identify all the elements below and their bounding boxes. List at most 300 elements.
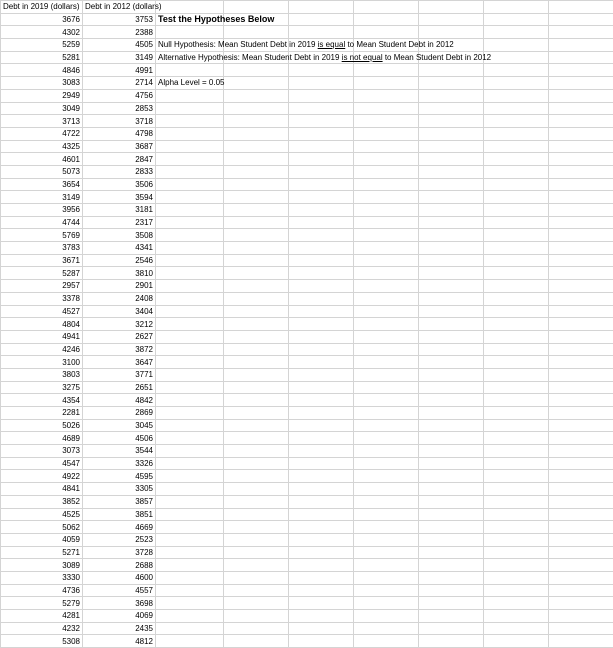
cell-debt-2012[interactable]: 3687 (83, 140, 156, 153)
empty-cell[interactable] (484, 432, 549, 445)
empty-cell[interactable] (354, 533, 419, 546)
empty-cell[interactable] (549, 26, 613, 39)
cell-debt-2012[interactable]: 2523 (83, 533, 156, 546)
cell-debt-2019[interactable]: 4941 (1, 330, 83, 343)
empty-cell[interactable] (484, 102, 549, 115)
cell-debt-2012[interactable]: 3753 (83, 13, 156, 26)
cell-debt-2012[interactable]: 2853 (83, 102, 156, 115)
cell-debt-2019[interactable]: 3083 (1, 77, 83, 90)
empty-cell[interactable] (549, 39, 613, 52)
empty-cell[interactable] (484, 115, 549, 128)
empty-cell[interactable] (289, 153, 354, 166)
empty-cell[interactable] (354, 153, 419, 166)
empty-cell[interactable] (156, 622, 224, 635)
empty-cell[interactable] (156, 432, 224, 445)
empty-cell[interactable] (289, 191, 354, 204)
cell-alternative-hypothesis-text[interactable] (156, 51, 224, 64)
empty-cell[interactable] (419, 242, 484, 255)
empty-cell[interactable] (354, 356, 419, 369)
empty-cell[interactable] (156, 267, 224, 280)
empty-cell[interactable] (289, 267, 354, 280)
empty-cell[interactable] (156, 191, 224, 204)
empty-cell[interactable] (354, 610, 419, 623)
empty-cell[interactable] (419, 445, 484, 458)
empty-cell[interactable] (549, 559, 613, 572)
empty-cell[interactable] (484, 571, 549, 584)
empty-cell[interactable] (549, 546, 613, 559)
empty-cell[interactable] (224, 216, 289, 229)
empty-cell[interactable] (354, 419, 419, 432)
cell-debt-2019[interactable]: 3275 (1, 381, 83, 394)
empty-cell[interactable] (224, 280, 289, 293)
empty-cell[interactable] (354, 521, 419, 534)
empty-cell[interactable] (419, 343, 484, 356)
cell-debt-2012[interactable]: 2317 (83, 216, 156, 229)
empty-cell[interactable] (484, 77, 549, 90)
empty-cell[interactable] (224, 318, 289, 331)
cell-debt-2012[interactable]: 3326 (83, 457, 156, 470)
cell-debt-2012[interactable]: 2901 (83, 280, 156, 293)
empty-cell[interactable] (224, 521, 289, 534)
cell-debt-2012[interactable]: 2847 (83, 153, 156, 166)
empty-cell[interactable] (484, 457, 549, 470)
empty-cell[interactable] (289, 77, 354, 90)
empty-cell[interactable] (549, 597, 613, 610)
empty-cell[interactable] (549, 229, 613, 242)
empty-cell[interactable] (549, 267, 613, 280)
empty-cell[interactable] (224, 178, 289, 191)
empty-cell[interactable] (484, 242, 549, 255)
empty-cell[interactable] (289, 64, 354, 77)
empty-cell[interactable] (289, 127, 354, 140)
cell-debt-2012[interactable]: 2435 (83, 622, 156, 635)
cell-debt-2019[interactable]: 5308 (1, 635, 83, 648)
empty-cell[interactable] (354, 216, 419, 229)
empty-cell[interactable] (549, 13, 613, 26)
empty-cell[interactable] (289, 432, 354, 445)
empty-cell[interactable] (156, 216, 224, 229)
empty-cell[interactable] (224, 356, 289, 369)
cell-debt-2019[interactable]: 3671 (1, 254, 83, 267)
cell-debt-2012[interactable]: 3508 (83, 229, 156, 242)
empty-cell[interactable] (156, 571, 224, 584)
empty-cell[interactable] (224, 445, 289, 458)
cell-debt-2019[interactable]: 4232 (1, 622, 83, 635)
empty-cell[interactable] (354, 343, 419, 356)
empty-cell[interactable] (484, 508, 549, 521)
empty-cell[interactable] (484, 13, 549, 26)
empty-cell[interactable] (549, 584, 613, 597)
empty-cell[interactable] (156, 368, 224, 381)
empty-cell[interactable] (289, 343, 354, 356)
empty-cell[interactable] (484, 51, 549, 64)
empty-cell[interactable] (419, 280, 484, 293)
empty-cell[interactable] (156, 394, 224, 407)
empty-cell[interactable] (156, 292, 224, 305)
empty-cell[interactable] (156, 115, 224, 128)
empty-cell[interactable] (224, 242, 289, 255)
empty-cell[interactable] (224, 153, 289, 166)
cell-debt-2012[interactable]: 3506 (83, 178, 156, 191)
empty-cell[interactable] (484, 330, 549, 343)
empty-cell[interactable] (549, 368, 613, 381)
empty-cell[interactable] (419, 191, 484, 204)
cell-debt-2012[interactable]: 3872 (83, 343, 156, 356)
cell-debt-2012[interactable]: 3544 (83, 445, 156, 458)
cell-debt-2012[interactable]: 2408 (83, 292, 156, 305)
empty-cell[interactable] (224, 305, 289, 318)
empty-cell[interactable] (224, 571, 289, 584)
cell-debt-2019[interactable]: 4059 (1, 533, 83, 546)
empty-cell[interactable] (419, 533, 484, 546)
empty-cell[interactable] (289, 571, 354, 584)
cell-debt-2019[interactable]: 5287 (1, 267, 83, 280)
cell-debt-2012[interactable]: 3305 (83, 483, 156, 496)
empty-cell[interactable] (484, 318, 549, 331)
cell-debt-2012[interactable]: 2833 (83, 165, 156, 178)
empty-cell[interactable] (354, 571, 419, 584)
empty-cell[interactable] (224, 140, 289, 153)
empty-cell[interactable] (156, 419, 224, 432)
cell-debt-2019[interactable]: 5259 (1, 39, 83, 52)
empty-cell[interactable] (354, 26, 419, 39)
empty-cell[interactable] (156, 127, 224, 140)
empty-cell[interactable] (354, 470, 419, 483)
empty-cell[interactable] (156, 165, 224, 178)
cell-debt-2012[interactable]: 3045 (83, 419, 156, 432)
empty-cell[interactable] (419, 305, 484, 318)
empty-cell[interactable] (484, 343, 549, 356)
empty-cell[interactable] (354, 305, 419, 318)
empty-cell[interactable] (484, 280, 549, 293)
cell-debt-2012[interactable]: 3810 (83, 267, 156, 280)
empty-cell[interactable] (289, 229, 354, 242)
empty-cell[interactable] (549, 483, 613, 496)
empty-cell[interactable] (224, 470, 289, 483)
empty-cell[interactable] (289, 419, 354, 432)
empty-cell[interactable] (224, 254, 289, 267)
empty-cell[interactable] (354, 495, 419, 508)
empty-cell[interactable] (419, 178, 484, 191)
cell-debt-2012[interactable]: 2546 (83, 254, 156, 267)
empty-cell[interactable] (419, 127, 484, 140)
cell-debt-2012[interactable]: 3149 (83, 51, 156, 64)
empty-cell[interactable] (156, 495, 224, 508)
empty-cell[interactable] (549, 242, 613, 255)
cell-debt-2019[interactable]: 4525 (1, 508, 83, 521)
empty-cell[interactable] (549, 445, 613, 458)
cell-debt-2019[interactable]: 5279 (1, 597, 83, 610)
empty-cell[interactable] (156, 102, 224, 115)
empty-cell[interactable] (289, 165, 354, 178)
cell-debt-2019[interactable]: 4281 (1, 610, 83, 623)
empty-cell[interactable] (419, 546, 484, 559)
empty-cell[interactable] (419, 140, 484, 153)
cell-debt-2019[interactable]: 4744 (1, 216, 83, 229)
empty-cell[interactable] (549, 508, 613, 521)
empty-cell[interactable] (289, 533, 354, 546)
empty-cell[interactable] (419, 292, 484, 305)
cell-debt-2019[interactable]: 3330 (1, 571, 83, 584)
empty-cell[interactable] (156, 178, 224, 191)
cell-debt-2019[interactable]: 3378 (1, 292, 83, 305)
empty-cell[interactable] (549, 635, 613, 648)
cell-debt-2019[interactable]: 5073 (1, 165, 83, 178)
empty-cell[interactable] (419, 204, 484, 217)
empty-cell[interactable] (549, 292, 613, 305)
empty-cell[interactable] (419, 622, 484, 635)
empty-cell[interactable] (354, 165, 419, 178)
empty-cell[interactable] (224, 483, 289, 496)
cell-debt-2012[interactable]: 4341 (83, 242, 156, 255)
cell-debt-2012[interactable]: 3771 (83, 368, 156, 381)
empty-cell[interactable] (289, 102, 354, 115)
empty-cell[interactable] (549, 1, 613, 14)
cell-debt-2019[interactable]: 4846 (1, 64, 83, 77)
empty-cell[interactable] (354, 330, 419, 343)
empty-cell[interactable] (484, 267, 549, 280)
empty-cell[interactable] (484, 407, 549, 420)
empty-cell[interactable] (484, 470, 549, 483)
empty-cell[interactable] (354, 407, 419, 420)
empty-cell[interactable] (156, 64, 224, 77)
empty-cell[interactable] (156, 26, 224, 39)
empty-cell[interactable] (419, 597, 484, 610)
empty-cell[interactable] (549, 51, 613, 64)
cell-debt-2012[interactable]: 3851 (83, 508, 156, 521)
empty-cell[interactable] (289, 204, 354, 217)
empty-cell[interactable] (354, 89, 419, 102)
empty-cell[interactable] (224, 381, 289, 394)
cell-debt-2019[interactable]: 2281 (1, 407, 83, 420)
cell-debt-2012[interactable]: 4595 (83, 470, 156, 483)
empty-cell[interactable] (354, 381, 419, 394)
empty-cell[interactable] (484, 229, 549, 242)
empty-cell[interactable] (224, 419, 289, 432)
empty-cell[interactable] (156, 584, 224, 597)
empty-cell[interactable] (156, 280, 224, 293)
empty-cell[interactable] (354, 127, 419, 140)
empty-cell[interactable] (224, 115, 289, 128)
cell-debt-2019[interactable]: 4354 (1, 394, 83, 407)
cell-debt-2019[interactable]: 4302 (1, 26, 83, 39)
cell-debt-2019[interactable]: 4689 (1, 432, 83, 445)
empty-cell[interactable] (289, 13, 354, 26)
empty-cell[interactable] (224, 407, 289, 420)
cell-debt-2019[interactable]: 3100 (1, 356, 83, 369)
empty-cell[interactable] (484, 127, 549, 140)
cell-debt-2012[interactable]: 3647 (83, 356, 156, 369)
cell-debt-2019[interactable]: 3073 (1, 445, 83, 458)
empty-cell[interactable] (549, 204, 613, 217)
empty-cell[interactable] (289, 140, 354, 153)
empty-cell[interactable] (419, 407, 484, 420)
empty-cell[interactable] (549, 356, 613, 369)
empty-cell[interactable] (224, 432, 289, 445)
empty-cell[interactable] (549, 165, 613, 178)
empty-cell[interactable] (484, 597, 549, 610)
empty-cell[interactable] (354, 13, 419, 26)
cell-debt-2019[interactable]: 3783 (1, 242, 83, 255)
empty-cell[interactable] (156, 559, 224, 572)
empty-cell[interactable] (224, 559, 289, 572)
cell-debt-2019[interactable]: 3654 (1, 178, 83, 191)
empty-cell[interactable] (484, 178, 549, 191)
cell-debt-2012[interactable]: 3181 (83, 204, 156, 217)
empty-cell[interactable] (224, 267, 289, 280)
empty-cell[interactable] (289, 622, 354, 635)
empty-cell[interactable] (156, 533, 224, 546)
cell-debt-2012[interactable]: 3857 (83, 495, 156, 508)
empty-cell[interactable] (549, 77, 613, 90)
empty-cell[interactable] (484, 153, 549, 166)
empty-cell[interactable] (419, 229, 484, 242)
empty-cell[interactable] (224, 102, 289, 115)
empty-cell[interactable] (354, 597, 419, 610)
empty-cell[interactable] (419, 470, 484, 483)
empty-cell[interactable] (419, 26, 484, 39)
cell-debt-2012[interactable]: 2869 (83, 407, 156, 420)
empty-cell[interactable] (156, 546, 224, 559)
empty-cell[interactable] (419, 318, 484, 331)
empty-cell[interactable] (484, 140, 549, 153)
empty-cell[interactable] (484, 495, 549, 508)
empty-cell[interactable] (354, 318, 419, 331)
empty-cell[interactable] (289, 330, 354, 343)
empty-cell[interactable] (484, 533, 549, 546)
empty-cell[interactable] (156, 254, 224, 267)
empty-cell[interactable] (549, 64, 613, 77)
cell-debt-2012[interactable]: 4798 (83, 127, 156, 140)
empty-cell[interactable] (419, 635, 484, 648)
cell-debt-2019[interactable]: 3803 (1, 368, 83, 381)
empty-cell[interactable] (156, 521, 224, 534)
empty-cell[interactable] (419, 419, 484, 432)
empty-cell[interactable] (289, 318, 354, 331)
cell-debt-2012[interactable]: 4505 (83, 39, 156, 52)
empty-cell[interactable] (484, 610, 549, 623)
cell-debt-2019[interactable]: 3713 (1, 115, 83, 128)
empty-cell[interactable] (354, 584, 419, 597)
empty-cell[interactable] (419, 368, 484, 381)
empty-cell[interactable] (419, 64, 484, 77)
empty-cell[interactable] (289, 394, 354, 407)
empty-cell[interactable] (289, 280, 354, 293)
empty-cell[interactable] (484, 635, 549, 648)
empty-cell[interactable] (354, 77, 419, 90)
cell-debt-2019[interactable]: 4841 (1, 483, 83, 496)
empty-cell[interactable] (419, 330, 484, 343)
empty-cell[interactable] (354, 191, 419, 204)
header-debt-2012[interactable]: Debt in 2012 (dollars) (83, 1, 156, 14)
empty-cell[interactable] (224, 533, 289, 546)
empty-cell[interactable] (549, 305, 613, 318)
empty-cell[interactable] (224, 635, 289, 648)
empty-cell[interactable] (484, 292, 549, 305)
empty-cell[interactable] (354, 267, 419, 280)
empty-cell[interactable] (289, 597, 354, 610)
empty-cell[interactable] (289, 26, 354, 39)
empty-cell[interactable] (484, 89, 549, 102)
cell-debt-2019[interactable]: 5769 (1, 229, 83, 242)
empty-cell[interactable] (419, 89, 484, 102)
cell-debt-2019[interactable]: 5062 (1, 521, 83, 534)
empty-cell[interactable] (156, 597, 224, 610)
empty-cell[interactable] (484, 559, 549, 572)
empty-cell[interactable] (419, 432, 484, 445)
empty-cell[interactable] (549, 330, 613, 343)
empty-cell[interactable] (354, 432, 419, 445)
empty-cell[interactable] (549, 457, 613, 470)
cell-debt-2012[interactable]: 3594 (83, 191, 156, 204)
cell-debt-2012[interactable]: 2688 (83, 559, 156, 572)
empty-cell[interactable] (289, 610, 354, 623)
empty-cell[interactable] (419, 508, 484, 521)
empty-cell[interactable] (224, 597, 289, 610)
empty-cell[interactable] (224, 204, 289, 217)
empty-cell[interactable] (224, 165, 289, 178)
empty-cell[interactable] (224, 26, 289, 39)
empty-cell[interactable] (354, 140, 419, 153)
empty-cell[interactable] (224, 610, 289, 623)
empty-cell[interactable] (156, 140, 224, 153)
empty-cell[interactable] (224, 622, 289, 635)
empty-cell[interactable] (156, 89, 224, 102)
empty-cell[interactable] (549, 571, 613, 584)
empty-cell[interactable] (289, 635, 354, 648)
empty-cell[interactable] (549, 521, 613, 534)
empty-cell[interactable] (156, 242, 224, 255)
empty-cell[interactable] (224, 330, 289, 343)
empty-cell[interactable] (224, 584, 289, 597)
empty-cell[interactable] (156, 204, 224, 217)
empty-cell[interactable] (289, 242, 354, 255)
empty-cell[interactable] (484, 305, 549, 318)
empty-cell[interactable] (354, 1, 419, 14)
empty-cell[interactable] (549, 432, 613, 445)
empty-cell[interactable] (484, 394, 549, 407)
empty-cell[interactable] (354, 483, 419, 496)
empty-cell[interactable] (224, 64, 289, 77)
empty-cell[interactable] (156, 330, 224, 343)
empty-cell[interactable] (156, 470, 224, 483)
empty-cell[interactable] (354, 254, 419, 267)
empty-cell[interactable] (289, 356, 354, 369)
empty-cell[interactable] (224, 89, 289, 102)
empty-cell[interactable] (224, 457, 289, 470)
empty-cell[interactable] (224, 546, 289, 559)
empty-cell[interactable] (549, 318, 613, 331)
empty-cell[interactable] (419, 77, 484, 90)
empty-cell[interactable] (289, 470, 354, 483)
cell-debt-2019[interactable]: 3676 (1, 13, 83, 26)
cell-alpha-level-text[interactable] (156, 77, 224, 90)
cell-debt-2019[interactable]: 2949 (1, 89, 83, 102)
empty-cell[interactable] (289, 254, 354, 267)
empty-cell[interactable] (156, 483, 224, 496)
empty-cell[interactable] (549, 102, 613, 115)
empty-cell[interactable] (484, 419, 549, 432)
empty-cell[interactable] (549, 178, 613, 191)
empty-cell[interactable] (224, 343, 289, 356)
cell-debt-2019[interactable]: 3089 (1, 559, 83, 572)
cell-debt-2012[interactable]: 4600 (83, 571, 156, 584)
empty-cell[interactable] (549, 394, 613, 407)
empty-cell[interactable] (419, 356, 484, 369)
empty-cell[interactable] (354, 635, 419, 648)
empty-cell[interactable] (484, 622, 549, 635)
empty-cell[interactable] (549, 89, 613, 102)
